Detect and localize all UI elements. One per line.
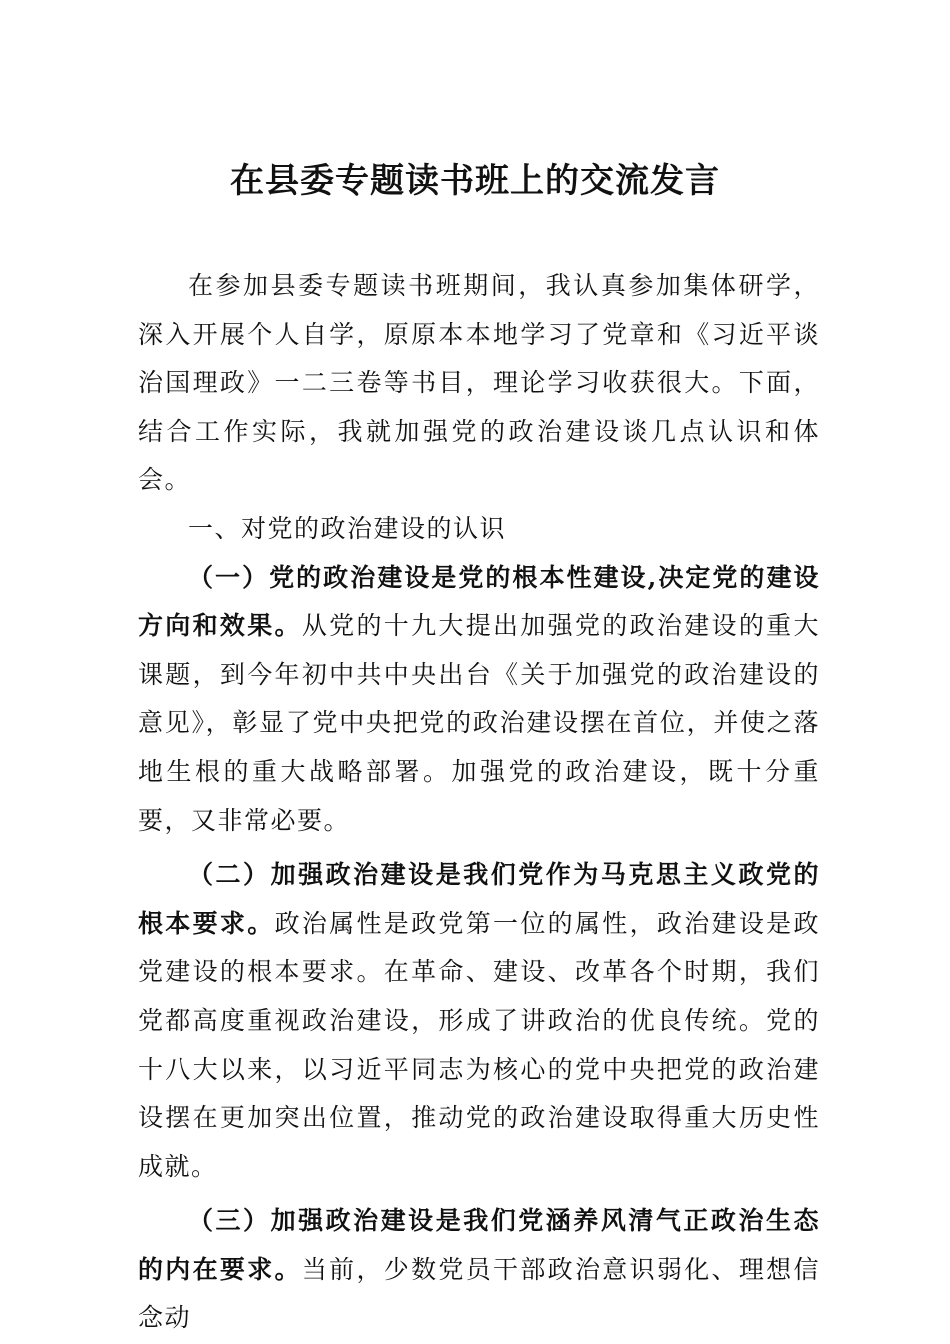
item-paragraph-3: [138, 1197, 820, 1343]
item-lead-3: （三）加强政治建设是我们党涵养风清气正政治生态的内在要求。: [138, 1206, 820, 1284]
document-title: 在县委专题读书班上的交流发言: [230, 161, 720, 201]
intro-paragraph: 在参加县委专题读书班期间，我认真参加集体研学，深入开展个人自学，原原本本地学习了党章和《习近平谈治国理政》一二三卷等书目，理论学习收获很大。下面，结合工作实际，我就加强党的政治建设谈几点认识和体会。: [138, 271, 820, 495]
document-body: [138, 262, 820, 1343]
item-lead-2: （二）加强政治建设是我们党作为马克思主义政党的根本要求。: [138, 860, 820, 938]
item-text-1: 从党的十九大提出加强党的政治建设的重大课题，到今年初中共中央出台《关于加强党的政治建设的意见》，彰显了党中央把党的政治建设摆在首位，并使之落地生根的重大战略部署。加强党的政治建设，既十分重要，又非常必要。: [138, 611, 820, 835]
item-text-3: 当前，少数党员干部政治意识弱化、理想信念动: [138, 1254, 820, 1333]
section-heading: 一、对党的政治建设的认识: [188, 513, 507, 543]
item-text-2: 政治属性是政党第一位的属性，政治建设是政党建设的根本要求。在革命、建设、改革各个时期，我们党都高度重视政治建设，形成了讲政治的优良传统。党的十八大以来，以习近平同志为核心的党中央把党的政治建设摆在更加突出位置，推动党的政治建设取得重大历史性成就。: [138, 908, 820, 1181]
item-paragraph-1: [138, 554, 820, 846]
item-paragraph-2: [138, 851, 820, 1191]
item-lead-1: （一）党的政治建设是党的根本性建设,决定党的建设方向和效果。: [138, 562, 820, 641]
